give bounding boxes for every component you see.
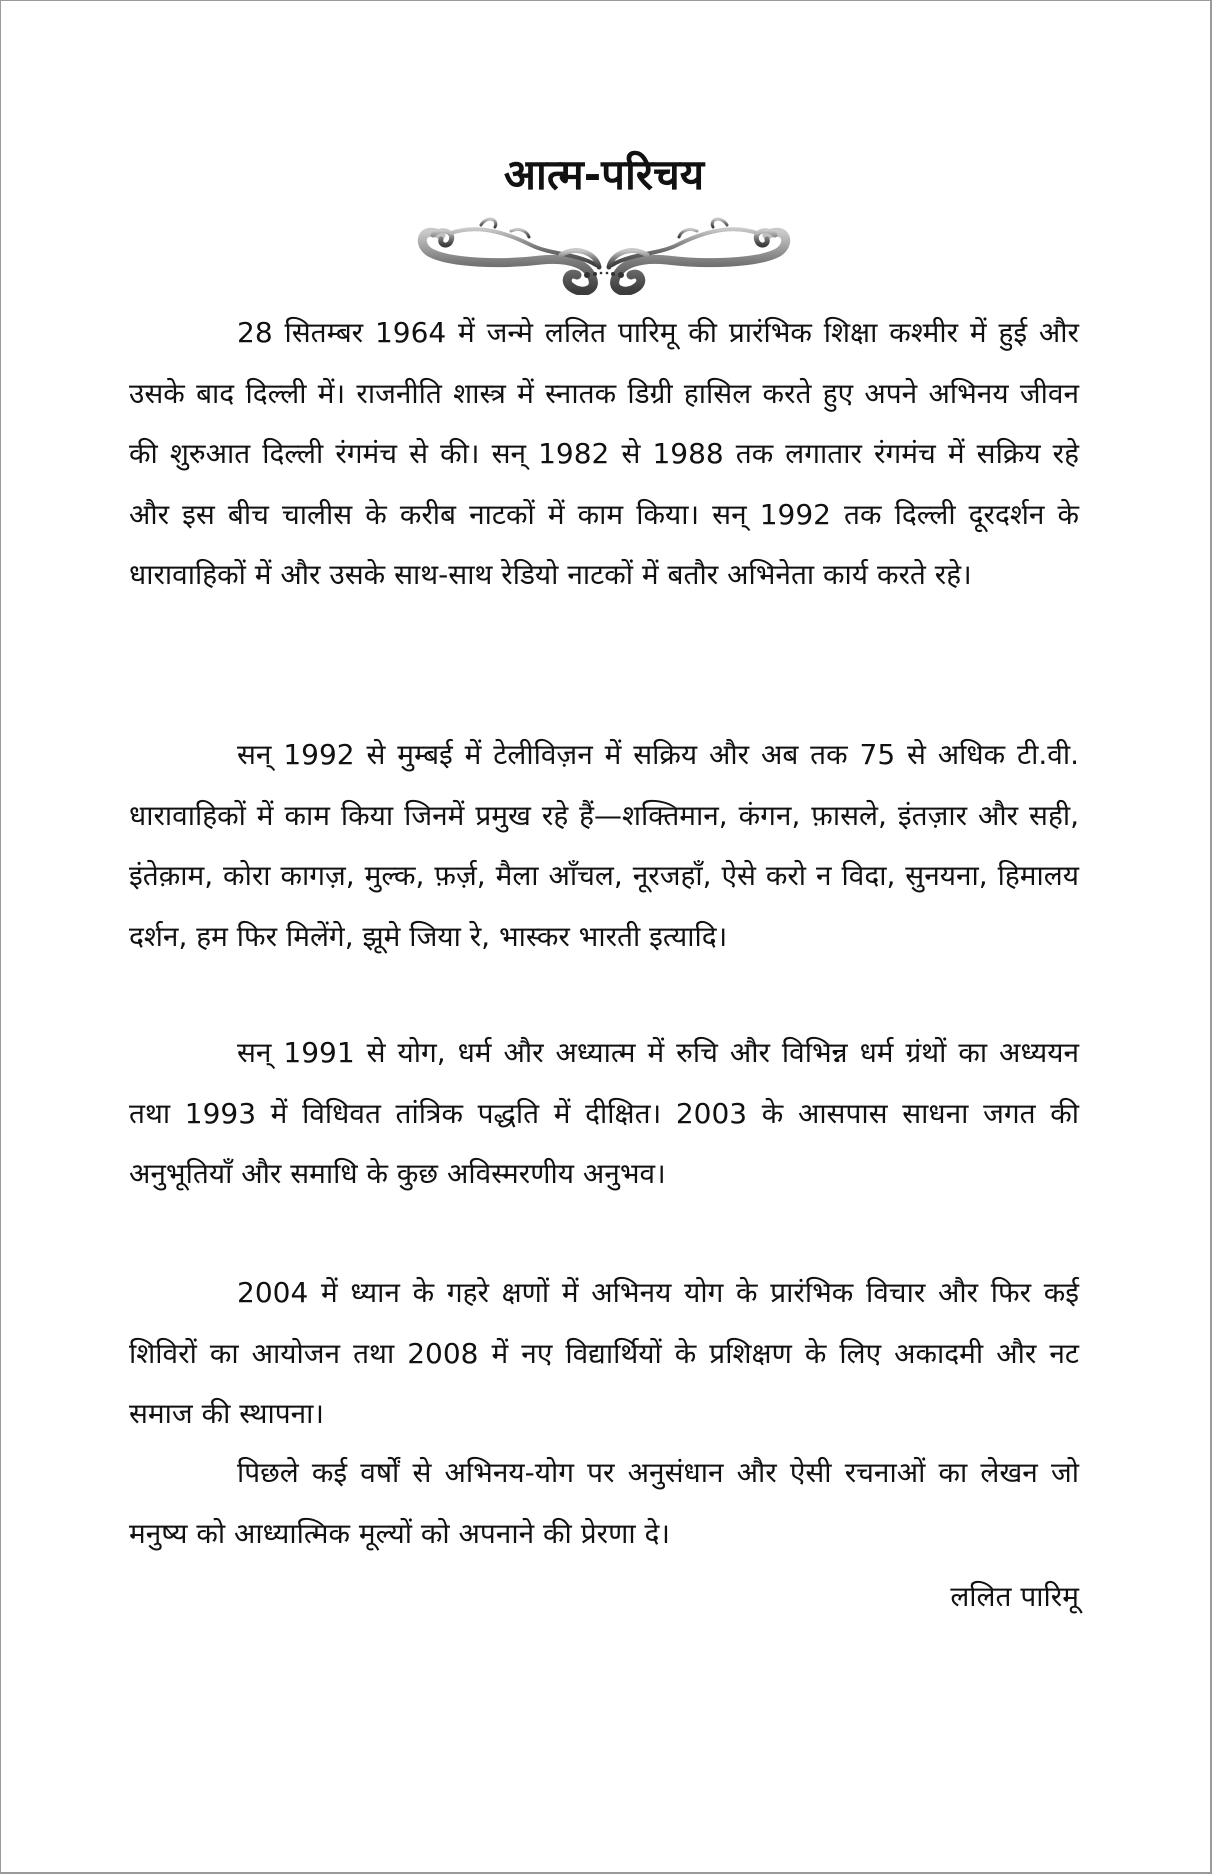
author-signature: ललित पारिमू — [950, 1580, 1079, 1613]
paragraph-biography-early: 28 सितम्बर 1964 में जन्मे ललित पारिमू की प्रारंभिक शिक्षा कश्मीर में हुई और उसके बाद दिल्ली में। राजनीति शास्त्र में स्नातक डिग्री हासिल करते हुए अपने अभिनय जीवन की शुरुआत दिल्ली रंगमंच से की। सन् 1982 से 1988 तक लगातार रंगमंच में सक्रिय रहे और इस बीच चालीस के करीब नाटकों में काम किया। सन् 1992 तक दिल्ली दूरदर्शन के धारावाहिकों में और उसके साथ-साथ रेडियो नाटकों में बतौर अभिनेता कार्य करते रहे। — [129, 316, 1079, 591]
paragraph-television-career: सन् 1992 से मुम्बई में टेलीविज़न में सक्रिय और अब तक 75 से अधिक टी.वी. धारावाहिकों में काम किया जिनमें प्रमुख रहे हैं—शक्तिमान, कंगन, फ़ासले, इंतज़ार और सही, इंतेक़ाम, कोरा कागज़, मुल्क, फ़र्ज़, मैला आँचल, नूरजहाँ, ऐसे करो न विदा, सुनयना, हिमालय दर्शन, हम फिर मिलेंगे, झूमे जिया रे, भास्कर भारती इत्यादि। — [129, 738, 1079, 953]
ornament-flourish-icon — [411, 205, 797, 295]
paragraph-research-writing: पिछले कई वर्षों से अभिनय-योग पर अनुसंधान और ऐसी रचनाओं का लेखन जो मनुष्य को आध्यात्मिक मूल्यों को अपनाने की प्रेरणा दे। — [129, 1456, 1079, 1550]
paragraph-abhinay-yog: 2004 में ध्यान के गहरे क्षणों में अभिनय योग के प्रारंभिक विचार और फिर कई शिविरों का आयोजन तथा 2008 में नए विद्यार्थियों के प्रशिक्षण के लिए अकादमी और नट समाज की स्थापना। — [129, 1276, 1079, 1430]
paragraph-spiritual-journey: सन् 1991 से योग, धर्म और अध्यात्म में रुचि और विभिन्न धर्म ग्रंथों का अध्ययन तथा 1993 में विधिवत तांत्रिक पद्धति में दीक्षित। 2003 के आसपास साधना जगत की अनुभूतियाँ और समाधि के कुछ अविस्मरणीय अनुभव। — [129, 1036, 1079, 1190]
page-title: आत्म-परिचय — [503, 150, 705, 199]
